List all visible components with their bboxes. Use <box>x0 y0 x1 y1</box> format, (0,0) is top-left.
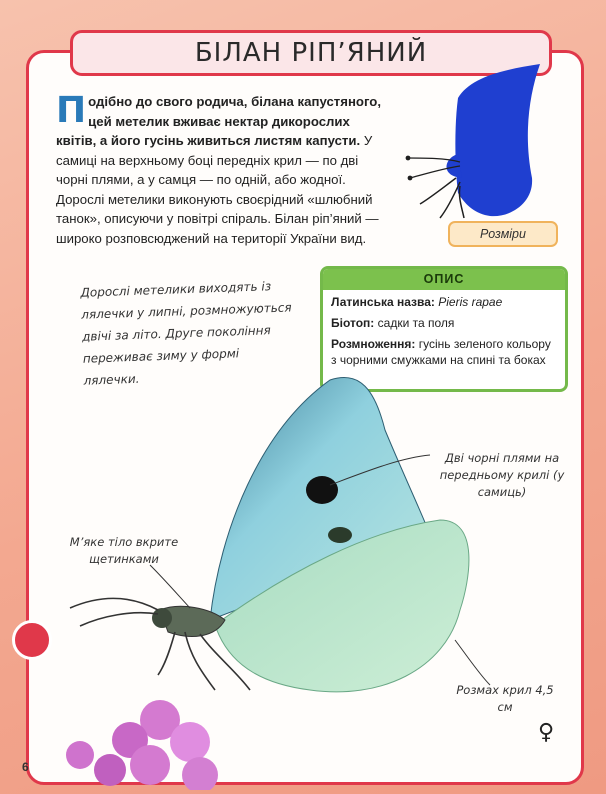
handwritten-note: Дорослі метелики виходять із лялечки у липні, розмножуються двічі за літо. Друге покоління переживає зиму у формі лялечки. <box>80 279 292 388</box>
silhouette-wing-icon <box>455 64 540 216</box>
female-icon: ♀ <box>538 720 555 745</box>
callout-spots: Дві чорні плями на передньому крилі (у самиць) <box>439 451 565 499</box>
antenna <box>70 598 158 626</box>
allium-flower <box>66 700 218 790</box>
callout-line-body <box>150 565 190 608</box>
section-badge-icon <box>12 620 52 660</box>
callout-body: М’яке тіло вкрите щетинками <box>69 535 179 566</box>
page-number: 6 <box>22 760 29 774</box>
butterfly-illustration <box>40 370 560 790</box>
butterfly-head <box>152 608 172 628</box>
description-header: ОПИС <box>323 269 565 290</box>
intro-rest: У самиці на верхньому боці передніх крил — по дві чорні плями, а у самця — по одній, або жодної. Дорослі метелики виконують своєрідний «шлюбний танок», описуючи у повітрі спіраль. Білан ріп’яний — широко розповсюджений на території України вид. <box>56 133 379 246</box>
intro-paragraph <box>56 92 388 248</box>
wing-spot <box>306 476 338 504</box>
intro-bold: одібно до свого родича, білана капустяного, цей метелик вживає нектар дикорослих квітів, а його гусінь живиться листям капусти. <box>56 94 382 148</box>
latin-name-row: Латинська назва: Pieris rapae <box>331 295 503 309</box>
callout-line-wingspan <box>455 640 490 685</box>
callout-wingspan: Розмах крил 4,5 см <box>456 683 554 714</box>
size-label: Розміри <box>448 221 558 247</box>
page-title: БІЛАН РІП’ЯНИЙ <box>194 38 428 68</box>
wing-spot-2 <box>328 527 352 543</box>
reproduction-row: Розмноження: гусінь зеленого кольору з чорними смужками на спині та боках <box>331 337 551 367</box>
size-silhouette <box>400 58 580 248</box>
drop-cap: П <box>56 90 87 131</box>
biotope-row: Біотоп: садки та поля <box>331 316 455 330</box>
